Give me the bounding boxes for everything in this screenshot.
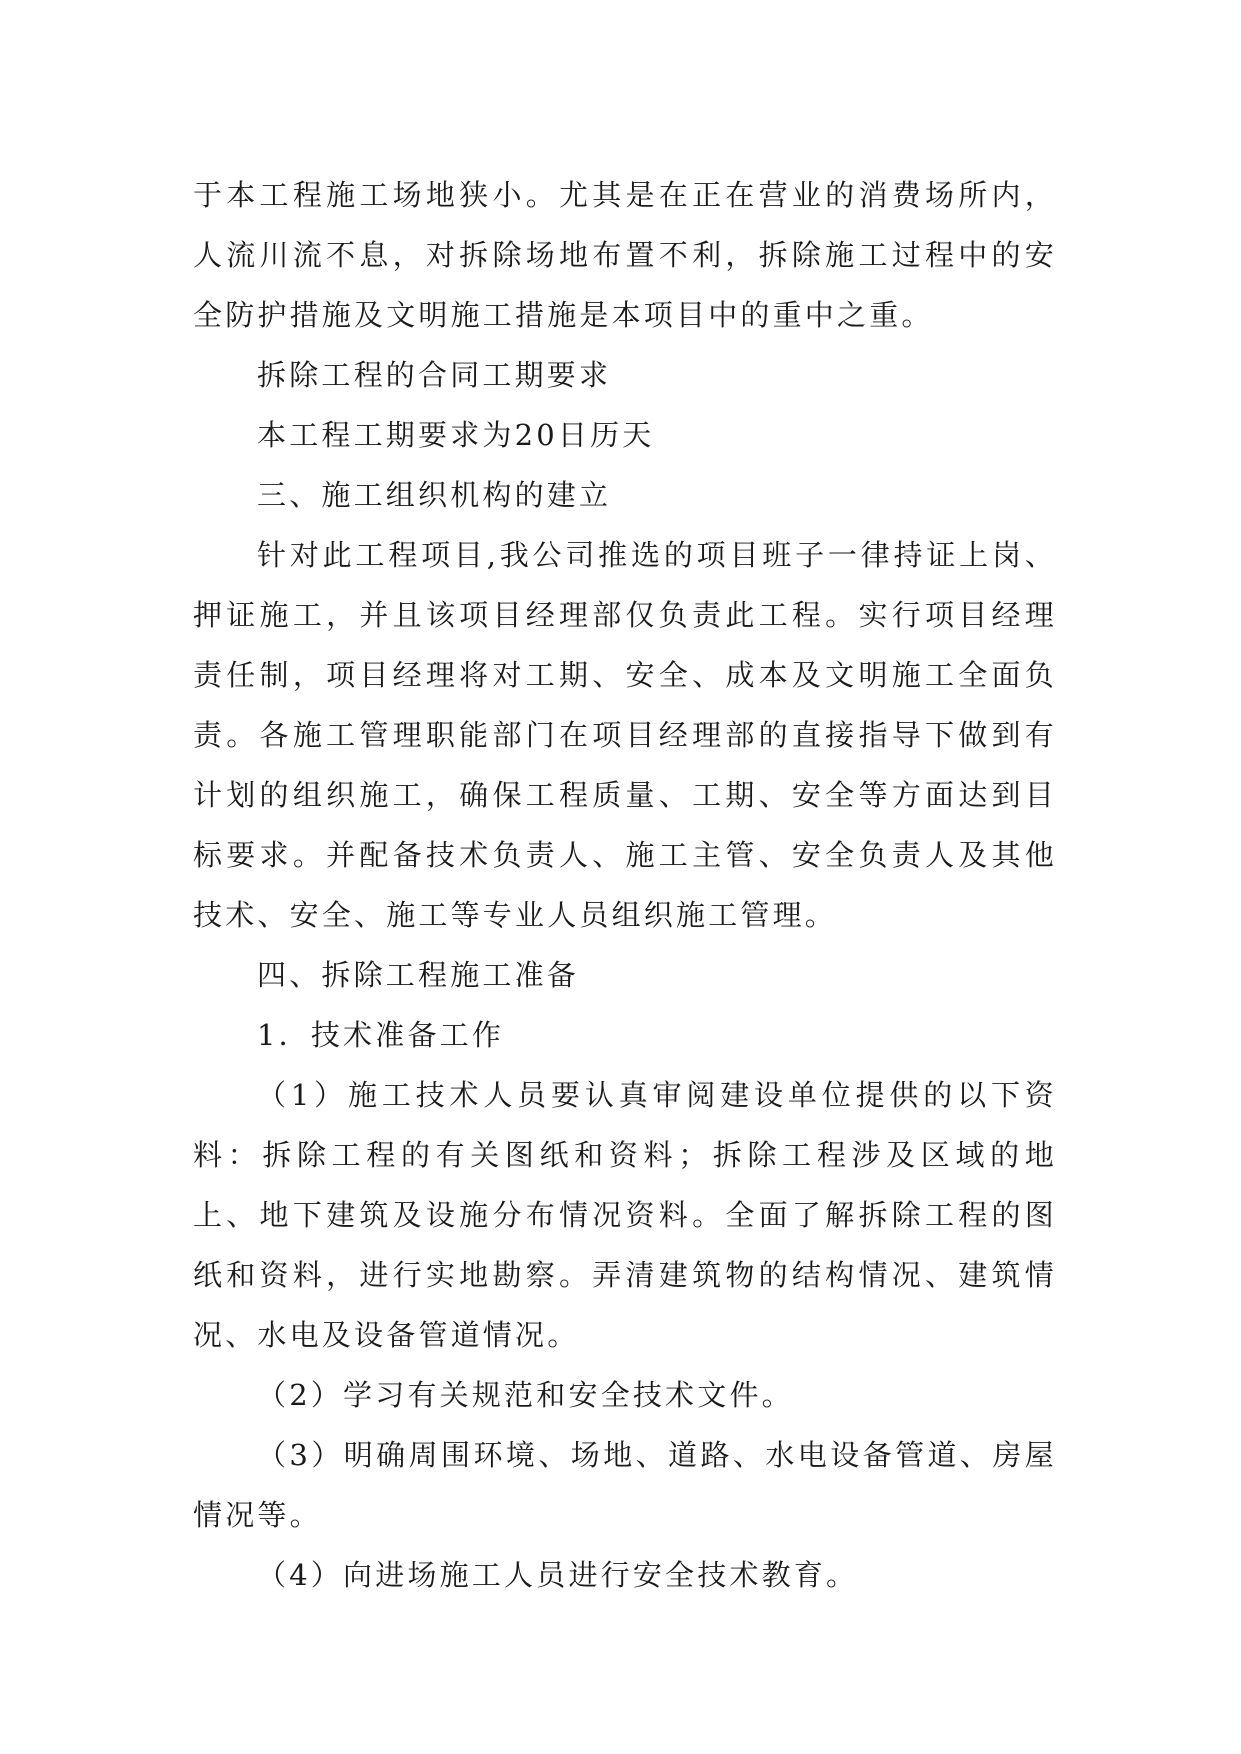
organization-paragraph: 针对此工程项目,我公司推选的项目班子一律持证上岗、押证施工，并且该项目经理部仅负责此工程。实行项目经理责任制，项目经理将对工期、安全、成本及文明施工全面负责。各施工管理职能部门在项目经理部的直接指导下做到有计划的组织施工，确保工程质量、工期、安全等方面达到目标要求。并配备技术负责人、施工主管、安全负责人及其他技术、安全、施工等专业人员组织施工管理。 (193, 538, 1057, 932)
list-item-1: （1）施工技术人员要认真审阅建设单位提供的以下资料：拆除工程的有关图纸和资料；拆除工程涉及区域的地上、地下建筑及设施分布情况资料。全面了解拆除工程的图纸和资料，进行实地勘察。弄清建筑物的结构情况、建筑情况、水电及设备管道情况。 (193, 1078, 1057, 1352)
list-item-3: （3）明确周围环境、场地、道路、水电设备管道、房屋情况等。 (193, 1438, 1057, 1532)
schedule-text: 本工程工期要求为20日历天 (257, 418, 655, 452)
heading-tech-prep: 1．技术准备工作 (257, 1018, 505, 1052)
list-item-4: （4）向进场施工人员进行安全技术教育。 (257, 1558, 859, 1592)
continued-paragraph: 于本工程施工场地狭小。尤其是在正在营业的消费场所内，人流川流不息，对拆除场地布置不利，拆除施工过程中的安全防护措施及文明施工措施是本项目中的重中之重。 (193, 178, 1057, 332)
heading-section-3: 三、施工组织机构的建立 (257, 478, 612, 512)
document-body (193, 165, 1057, 1605)
heading-section-4: 四、拆除工程施工准备 (257, 958, 580, 992)
list-item-2: （2）学习有关规范和安全技术文件。 (257, 1378, 794, 1412)
heading-contract-schedule: 拆除工程的合同工期要求 (257, 358, 612, 392)
